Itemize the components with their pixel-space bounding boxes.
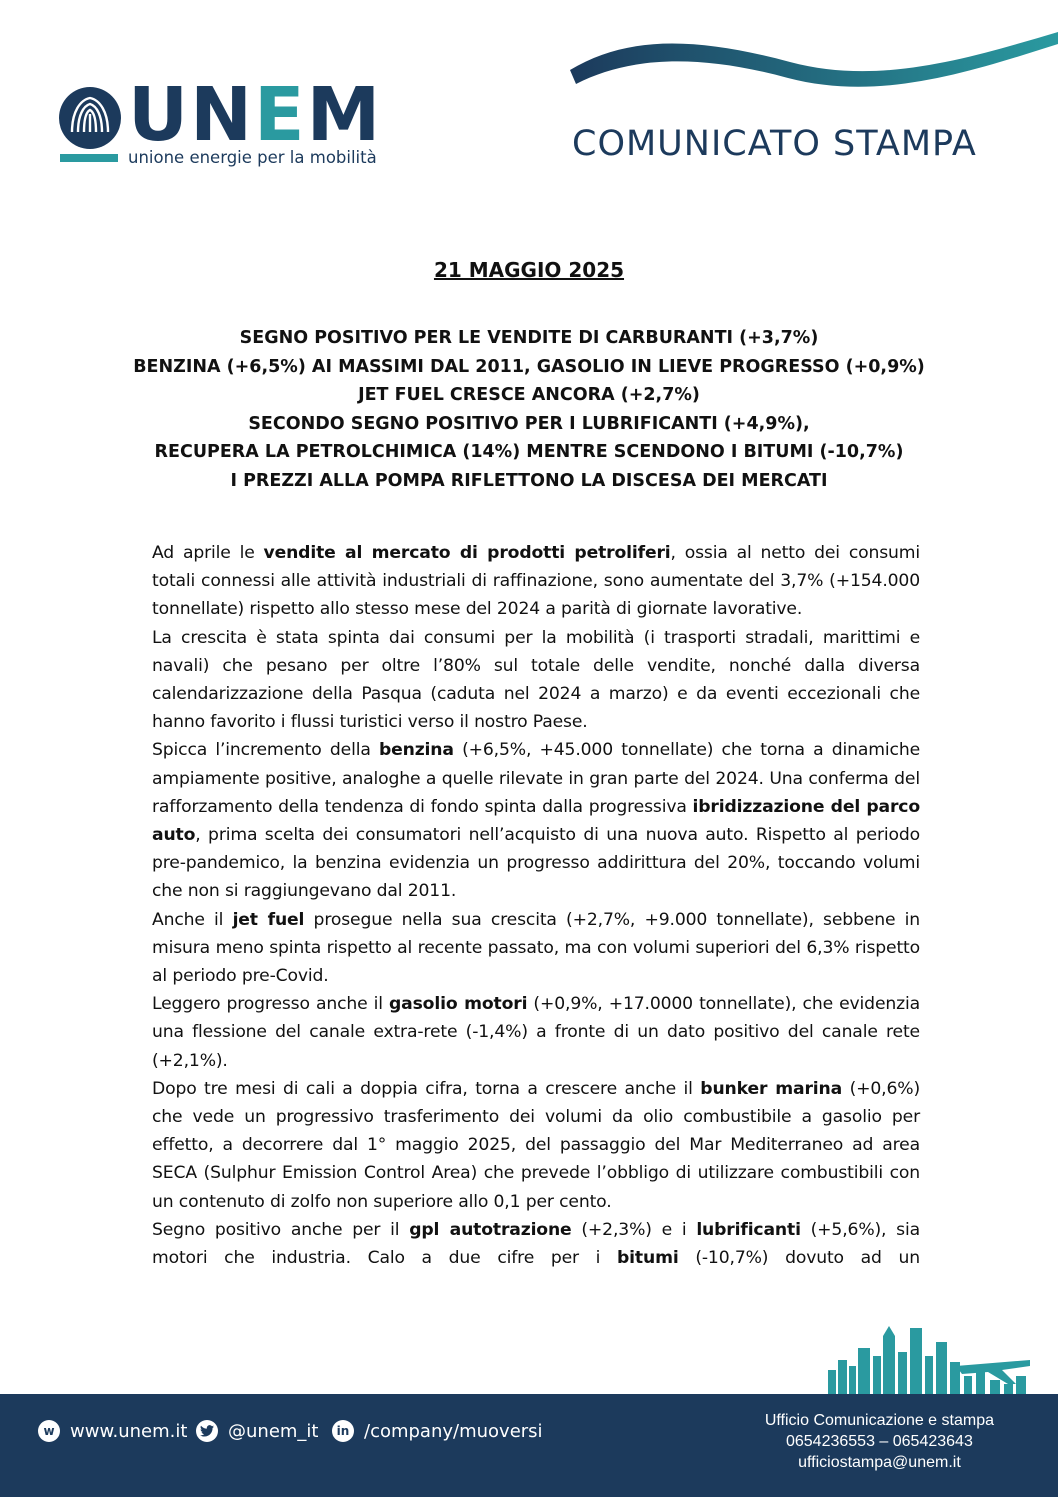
headline-block xyxy=(0,324,1058,496)
headline-line: RECUPERA LA PETROLCHIMICA (14%) MENTRE SCENDONO I BITUMI (-10,7%) xyxy=(154,442,904,463)
headline-line: I PREZZI ALLA POMPA RIFLETTONO LA DISCESA DEI MERCATI xyxy=(230,470,828,491)
paragraph: Leggero progresso anche il gasolio motori (+0,9%, +17.0000 tonnellate), che evidenzia una flessione del canale extra-rete (-1,4%) a fronte di un dato positivo del canale rete (+2,1%). xyxy=(152,994,920,1071)
press-office-label: Ufficio Comunicazione e stampa xyxy=(764,1412,994,1429)
website-text: www.unem.it xyxy=(70,1420,188,1442)
unem-emblem-icon xyxy=(58,86,122,150)
headline-line: SEGNO POSITIVO PER LE VENDITE DI CARBURANTI (+3,7%) xyxy=(239,328,819,348)
twitter-handle: @unem_it xyxy=(228,1420,319,1442)
paragraph: Dopo tre mesi di cali a doppia cifra, torna a crescere anche il bunker marina (+0,6%) che vede un progressivo trasferimento dei volumi da olio combustibile a gasolio per effetto, a decorrere dal 1° maggio 2025, del passaggio del Mar Mediterraneo ad area SECA (Sulphur Emission Control Area) che prevede l’obbligo di utilizzare combustibili con un contenuto di zolfo non superiore allo 0,1 per cento. xyxy=(152,1078,921,1212)
linkedin-path: /company/muoversi xyxy=(364,1420,543,1442)
twitter-link[interactable] xyxy=(196,1420,318,1442)
paragraph: Ad aprile le vendite al mercato di prodotti petroliferi, ossia al netto dei consumi totali connessi alle attività industriali di raffinazione, sono aumentate del 3,7% (+154.000 tonnellate) rispetto allo stesso mese del 2024 a parità di giornate lavorative. xyxy=(152,543,920,620)
linkedin-icon: in xyxy=(332,1420,354,1442)
header-swoosh-decoration xyxy=(560,20,1058,110)
website-link[interactable] xyxy=(38,1420,187,1442)
logo-tagline: unione energie per la mobilità xyxy=(128,148,377,167)
press-office-email[interactable]: ufficiostampa@unem.it xyxy=(798,1454,961,1471)
paragraph: Spicca l’incremento della benzina (+6,5%, +45.000 tonnellate) che torna a dinamiche ampiamente positive, analoghe a quelle rilevate in gran parte del 2024. Una conferma del rafforzamento della tendenza di fondo spinta dalla progressiva ibridizzazione del parco auto, prima scelta dei consumatori nell’acquisto di una nuova auto. Rispetto al periodo pre-pandemico, la benzina evidenzia un progresso addirittura del 20%, toccando volumi che non si raggiungevano dal 2011. xyxy=(152,740,920,902)
paragraph: Segno positivo anche per il gpl autotrazione (+2,3%) e i lubrificanti (+5,6%), sia motori che industria. Calo a due cifre per i bitumi (-10,7%) dovuto ad un xyxy=(152,1219,920,1269)
logo-wordmark: UNEM xyxy=(128,72,383,158)
body-text xyxy=(152,539,920,1272)
headline-line: BENZINA (+6,5%) AI MASSIMI DAL 2011, GASOLIO IN LIEVE PROGRESSO (+0,9%) xyxy=(133,356,925,377)
headline-line: JET FUEL CRESCE ANCORA (+2,7%) xyxy=(358,385,700,406)
web-icon: w xyxy=(38,1420,60,1442)
press-office-phones: 0654236553 – 065423643 xyxy=(785,1433,973,1450)
release-date: 21 MAGGIO 2025 xyxy=(433,258,625,282)
paragraph: Anche il jet fuel prosegue nella sua crescita (+2,7%, +9.000 tonnellate), sebbene in misura meno spinta rispetto al recente passato, ma con volumi superiori del 6,3% rispetto al periodo pre-Covid. xyxy=(152,909,920,987)
press-release-label: COMUNICATO STAMPA xyxy=(572,124,977,164)
paragraph: La crescita è stata spinta dai consumi per la mobilità (i trasporti stradali, marittimi e navali) che pesano per oltre l’80% sul totale delle vendite, nonché dalla diversa calendarizzazione della Pasqua (caduta nel 2024 a marzo) e da eventi eccezionali che hanno favorito i flussi turistici verso il nostro Paese. xyxy=(152,627,920,733)
twitter-icon xyxy=(196,1420,218,1442)
press-office-contacts xyxy=(765,1410,994,1473)
headline-line: SECONDO SEGNO POSITIVO PER I LUBRIFICANTI (+4,9%), xyxy=(248,413,810,434)
linkedin-link[interactable] xyxy=(332,1420,543,1442)
logo-underline xyxy=(60,154,118,162)
footer xyxy=(0,1394,1058,1497)
skyline-illustration xyxy=(826,1326,1030,1396)
